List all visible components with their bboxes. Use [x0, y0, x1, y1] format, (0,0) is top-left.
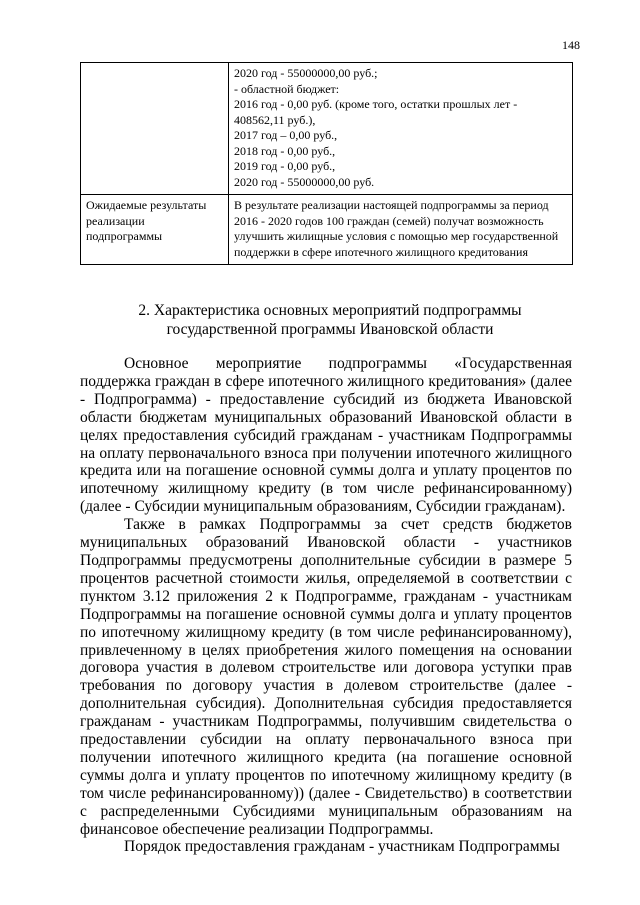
paragraph: Порядок предоставления гражданам - участникам Подпрограммы: [124, 838, 560, 856]
table-cell-expected-results: [229, 195, 573, 265]
expected-results-text: В результате реализации настоящей подпрограммы за период 2016 - 2020 годов 100 граждан (семей) получат возможность улучшить жилищные условия с помощью мер государственной поддержки в сфере ипотечного жилищного кредитования: [234, 198, 559, 259]
funding-line: 2020 год - 55000000,00 руб.;: [234, 66, 378, 80]
funding-line: 2016 год - 0,00 руб. (кроме того, остатки прошлых лет -: [234, 97, 518, 111]
paragraph: Также в рамках Подпрограммы за счет средств бюджетов муниципальных образований Ивановской области - участников Подпрограммы предусмотрены дополнительные субсидии в размере 5 процентов расчетной стоимости жилья, определяемой в соответствии с пунктом 3.12 приложения 2 к Подпрограмме, гражданам - участникам Подпрограммы на погашение основной суммы долга и уплату процентов по ипотечному жилищному кредиту (в том числе рефинансированному), привлеченному в целях приобретения жилого помещения на основании договора участия в долевом строительстве или договора уступки прав требования по договору участия в долевом строительстве (далее - дополнительная субсидия). Дополнительная субсидия предоставляется гражданам - участникам Подпрограммы, получившим свидетельства о предоставлении субсидии на оплату первоначального взноса при получении ипотечного жилищного кредита (на погашение основной суммы долга и уплату процентов по ипотечному жилищному кредиту (в том числе рефинансированному)) (далее - Свидетельство) в соответствии с распределенными Субсидиями муниципальным образованиям на финансовое обеспечение реализации Подпрограммы.: [80, 516, 572, 838]
page-number: 148: [562, 38, 580, 52]
paragraph: Основное мероприятие подпрограммы «Государственная поддержка граждан в сфере ипотечного жилищного кредитования» (далее - Подпрограмма) - предоставление субсидий из бюджета Ивановской области бюджетам муниципальных образований Ивановской области в целях предоставления субсидий гражданам - участникам Подпрограммы на оплату первоначального взноса при получении ипотечного жилищного кредита или на погашение основной суммы долга и уплату процентов по ипотечному жилищному кредиту (в том числе рефинансированному) (далее - Субсидии муниципальным образованиям, Субсидии гражданам).: [80, 355, 572, 516]
section-heading: [80, 301, 580, 339]
table-cell-label: [81, 63, 229, 195]
table-cell-label: [81, 195, 229, 265]
funding-line: 2018 год - 0,00 руб.,: [234, 143, 336, 158]
expected-results-label: Ожидаемые результаты реализации подпрограммы: [86, 198, 207, 243]
funding-line: 408562,11 руб.),: [234, 112, 316, 127]
section-heading-line: 2. Характеристика основных мероприятий подпрограммы: [138, 302, 522, 319]
funding-line: - областной бюджет:: [234, 81, 340, 96]
program-passport-table: [80, 62, 573, 265]
funding-line: 2019 год - 0,00 руб.,: [234, 159, 336, 173]
table-cell-funding: [229, 63, 573, 195]
funding-line: 2017 год – 0,00 руб.,: [234, 128, 338, 142]
funding-line: 2020 год - 55000000,00 руб.: [234, 174, 375, 189]
table-row: [81, 63, 573, 195]
table-row: [81, 195, 573, 265]
section-heading-line: государственной программы Ивановской области: [166, 321, 494, 338]
body-text: [80, 355, 572, 856]
